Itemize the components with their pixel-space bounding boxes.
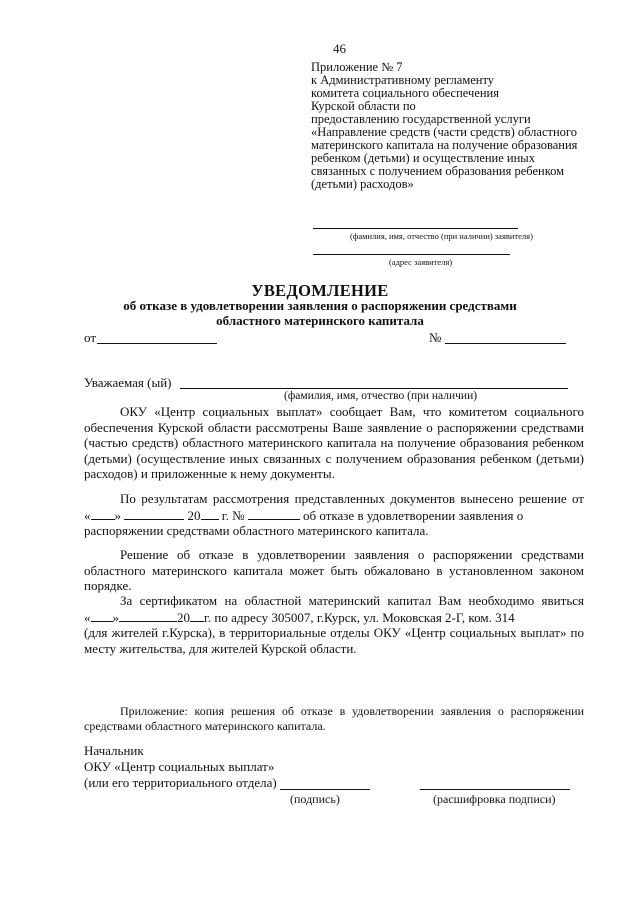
paragraph-appeal (84, 547, 584, 594)
greeting-name-line (180, 388, 568, 389)
signature-decode-caption: (расшифровка подписи) (433, 792, 556, 806)
text-line: распоряжении средствами областного материнского капитала. (84, 523, 429, 539)
appendix-line: связанных с получением образования ребенком (311, 164, 565, 178)
appendix-line: «Направление средств (части средств) областного (311, 125, 577, 139)
text-line: За сертификатом на областной материнский капитал Вам необходимо явиться (120, 593, 584, 608)
signature-caption: (подпись) (290, 792, 340, 806)
signature-decode-line (420, 789, 570, 790)
month-field (124, 507, 184, 520)
month-field (119, 609, 177, 622)
appendix-line: Курской области по (311, 99, 416, 113)
text-line: По результатам рассмотрения представленных документов вынесено решение от (120, 491, 584, 506)
text-line: расходов) и приложенные к нему документы. (84, 466, 335, 482)
paragraph-review-notice (84, 404, 584, 482)
applicant-name-caption: (фамилия, имя, отчество (при наличии) заявителя) (350, 231, 533, 241)
year-prefix: 20 (187, 507, 201, 523)
day-field (91, 609, 113, 622)
text-line: ОКУ «Центр социальных выплат» сообщает Вам, что комитетом социального (120, 404, 584, 419)
decision-text: об отказе в удовлетворении заявления о (303, 507, 524, 523)
from-label: от (84, 330, 97, 345)
decision-number-field (248, 507, 300, 520)
text-line: Решение об отказе в удовлетворении заявления о распоряжении средствами (120, 547, 584, 562)
date-field-line (97, 343, 217, 344)
signature-line (280, 789, 370, 790)
appendix-line: ребенком (детьми) и осуществление иных (311, 151, 535, 165)
document-subtitle: об отказе в удовлетворении заявления о распоряжении средствами (123, 298, 517, 313)
text-line (84, 609, 584, 626)
appendix-line: Приложение № 7 (311, 60, 403, 74)
text-line (84, 507, 584, 524)
signer-title: Начальник (84, 743, 144, 758)
applicant-name-line (313, 228, 518, 229)
text-line: Приложение: копия решения об отказе в удовлетворении заявления о распоряжении (120, 704, 584, 718)
text-line: месту жительства, для жителей Курской области. (84, 640, 357, 656)
appendix-header (311, 61, 591, 191)
applicant-address-caption: (адрес заявителя) (389, 257, 453, 267)
text-line: областного материнского капитала может быть обжаловано в установленном законом (84, 562, 584, 578)
quote-open: « (84, 507, 91, 523)
paragraph-certificate (84, 593, 584, 656)
year-field (190, 609, 204, 622)
text-line: обеспечения Курской области рассмотрены Ваше заявление о распоряжении средствами (84, 419, 584, 435)
greeting-caption: (фамилия, имя, отчество (при наличии) (284, 390, 478, 402)
quote-open: « (84, 609, 91, 625)
address-text: г. по адресу 305007, г.Курск, ул. Моковская 2-Г, ком. 314 (204, 609, 515, 625)
quote-close: » (114, 507, 121, 523)
applicant-address-line (313, 254, 510, 255)
year-field (201, 507, 219, 520)
page-number: 46 (333, 41, 346, 56)
text-line: (для жителей г.Курска), в территориальные отделы ОКУ «Центр социальных выплат» по (84, 625, 584, 641)
text-line: (детьми) (осуществление иных связанных с получением образования ребенком (детьми) (84, 450, 584, 466)
paragraph-decision (84, 491, 584, 539)
attachment-note (84, 704, 584, 734)
appendix-line: предоставлению государственной услуги (311, 112, 531, 126)
document-title: УВЕДОМЛЕНИЕ (251, 281, 389, 300)
appendix-line: комитета социального обеспечения (311, 86, 499, 100)
text-line: порядке. (84, 578, 132, 594)
signer-organization: ОКУ «Центр социальных выплат» (84, 759, 275, 774)
text-line: (частью средств) областного материнского капитала на получение образования ребенком (84, 435, 584, 451)
number-label: № (429, 330, 442, 345)
day-field (91, 507, 115, 520)
appendix-line: материнского капитала на получение образования (311, 138, 578, 152)
year-number-label: г. № (221, 507, 245, 523)
number-field-line (445, 343, 566, 344)
appendix-line: (детьми) расходов» (311, 177, 414, 191)
text-line: средствами областного материнского капитала. (84, 719, 326, 733)
year-prefix: 20 (177, 609, 190, 625)
quote-close: » (112, 609, 119, 625)
appendix-line: к Административному регламенту (311, 73, 495, 87)
document-subtitle: областного материнского капитала (216, 313, 424, 328)
signer-department: (или его территориального отдела) (84, 775, 277, 790)
greeting-label: Уважаемая (ый) (84, 375, 172, 390)
